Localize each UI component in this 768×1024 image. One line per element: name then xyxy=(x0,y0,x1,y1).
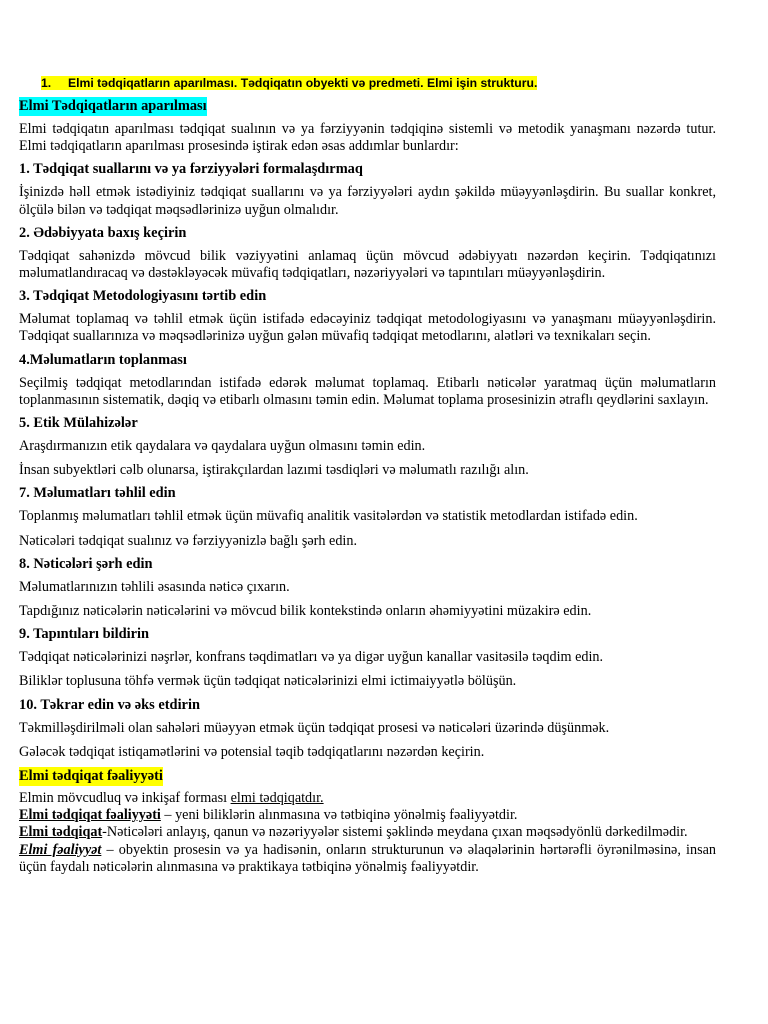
section-paragraph: Gələcək tədqiqat istiqamətlərini və potensial təqib tədqiqatlarını nəzərdən keçirin. xyxy=(19,743,485,760)
definition-3-text: – obyektin prosesin və ya hadisənin, onların strukturunun və əlaqələrinin hərtərəfli öyrənilməsinə, insan üçün faydalı nəticələrin alınmasına və praktikaya tətbiqinə yönəlmiş fəaliyyətdir. xyxy=(19,841,716,875)
section-heading: 7. Məlumatları təhlil edin xyxy=(19,485,176,502)
section-heading: 9. Tapıntıları bildirin xyxy=(19,626,149,643)
definition-1 xyxy=(19,807,716,824)
activity-line-1-underlined: elmi tədqiqatdır. xyxy=(230,790,324,807)
activity-definitions xyxy=(19,790,716,876)
section-paragraph: İşinizdə həll etmək istədiyiniz tədqiqat suallarını və ya fərziyyələri aydın şəkildə müəyyənləşdirin. Bu suallar konkret, ölçülə bilən və tədqiqat məqsədlərinizə uyğun olmalıdır. xyxy=(19,184,716,218)
section-paragraph: Seçilmiş tədqiqat metodlarından istifadə edərək məlumat toplamaq. Etibarlı nəticələr yaratmaq üçün məlumatların toplanmasının sistematik, dəqiq və etibarlı olmasını təmin edin. Məlumat toplama prosesinizin ətraflı qeydlərini saxlayın. xyxy=(19,374,716,408)
section-heading: 3. Tədqiqat Metodologiyasını tərtib edin xyxy=(19,288,267,305)
section-paragraph: Təkmilləşdirilməli olan sahələri müəyyən etmək üçün tədqiqat prosesi və nəticələri üzərində düşünmək. xyxy=(19,719,610,736)
section-paragraph: Tədqiqat sahənizdə mövcud bilik vəziyyətini anlamaq üçün mövcud ədəbiyyatı nəzərdən keçirin. Tədqiqatınızı məlumatlandıracaq və dəstəkləyəcək müvafiq tədqiqatları, nəzəriyyələri və tapıntıları müəyyənləşdirin. xyxy=(19,247,716,282)
intro-paragraph: Elmi tədqiqatın aparılması tədqiqat sualının və ya fərziyyənin tədqiqinə sistemli və metodik yanaşmanı nəzərdə tutur. Elmi tədqiqatların aparılması prosesində iştirak edən əsas addımlar bunlardır: xyxy=(19,121,716,155)
section-paragraph: Biliklər toplusuna töhfə vermək üçün tədqiqat nəticələrinizi elmi ictimaiyyətlə bölüşün. xyxy=(19,673,517,690)
section-heading: 2. Ədəbiyyata baxış keçirin xyxy=(19,224,187,241)
section-paragraph: Tədqiqat nəticələrinizi nəşrlər, konfrans təqdimatları və ya digər uyğun kanallar vasitəsilə təqdim edin. xyxy=(19,649,604,666)
section-paragraph: Tapdığınız nəticələrin nəticələrini və mövcud bilik kontekstində onların əhəmiyyətini müzakirə edin. xyxy=(19,603,592,620)
section-paragraph: Toplanmış məlumatları təhlil etmək üçün müvafiq analitik vasitələrdən və statistik metodlardan istifadə edin. xyxy=(19,508,638,525)
definition-2-term: Elmi tədqiqat xyxy=(19,824,103,841)
section-paragraph: Araşdırmanızın etik qaydalara və qaydalara uyğun olmasını təmin edin. xyxy=(19,438,426,455)
activity-heading: Elmi tədqiqat fəaliyyəti xyxy=(19,768,163,785)
title-number: 1. xyxy=(41,76,52,90)
section-heading: 4.Məlumatların toplanması xyxy=(19,351,187,368)
section-paragraph: Məlumatlarınızın təhlili əsasında nəticə çıxarın. xyxy=(19,578,290,595)
definition-1-text: – yeni biliklərin alınmasına və tətbiqinə yönəlmiş fəaliyyətdir. xyxy=(160,807,518,824)
section-paragraph: İnsan subyektləri cəlb olunarsa, iştirakçılardan lazımi təsdiqləri və məlumatlı razılığı alın. xyxy=(19,462,529,479)
title-text: Elmi tədqiqatların aparılması. Tədqiqatın obyekti və predmeti. Elmi işin strukturu. xyxy=(68,76,538,90)
sections-container xyxy=(19,160,716,761)
section-heading: 10. Təkrar edin və əks etdirin xyxy=(19,696,200,713)
document-title xyxy=(41,74,716,92)
definition-3 xyxy=(19,842,716,876)
activity-line-1-text: Elmin mövcudluq və inkişaf forması xyxy=(19,790,231,807)
definition-3-term: Elmi fəaliyyət xyxy=(19,841,102,858)
definition-1-term: Elmi tədqiqat fəaliyyəti xyxy=(19,807,161,824)
section-heading: 8. Nəticələri şərh edin xyxy=(19,555,153,572)
definition-2 xyxy=(19,824,716,841)
title-highlight xyxy=(41,76,537,90)
definition-2-text: -Nəticələri anlayış, qanun və nəzəriyyələr sistemi şəklində meydana çıxan məqsədyönlü dərkedilmədir. xyxy=(102,824,688,841)
section-paragraph: Nəticələri tədqiqat sualınız və fərziyyənizlə bağlı şərh edin. xyxy=(19,532,357,549)
main-heading: Elmi Tədqiqatların aparılması xyxy=(19,98,207,114)
section-paragraph: Məlumat toplamaq və təhlil etmək üçün istifadə edəcəyiniz tədqiqat metodologiyasını və yanaşmanı müəyyənləşdirin. Tədqiqat suallarınıza və məqsədlərinizə uyğun gələn müvafiq tədqiqat metodlarını, alətləri və texnikaları seçin. xyxy=(19,311,716,345)
activity-line-1 xyxy=(19,790,716,807)
section-heading: 5. Etik Mülahizələr xyxy=(19,415,138,432)
section-heading: 1. Tədqiqat suallarını və ya fərziyyələri formalaşdırmaq xyxy=(19,161,363,178)
